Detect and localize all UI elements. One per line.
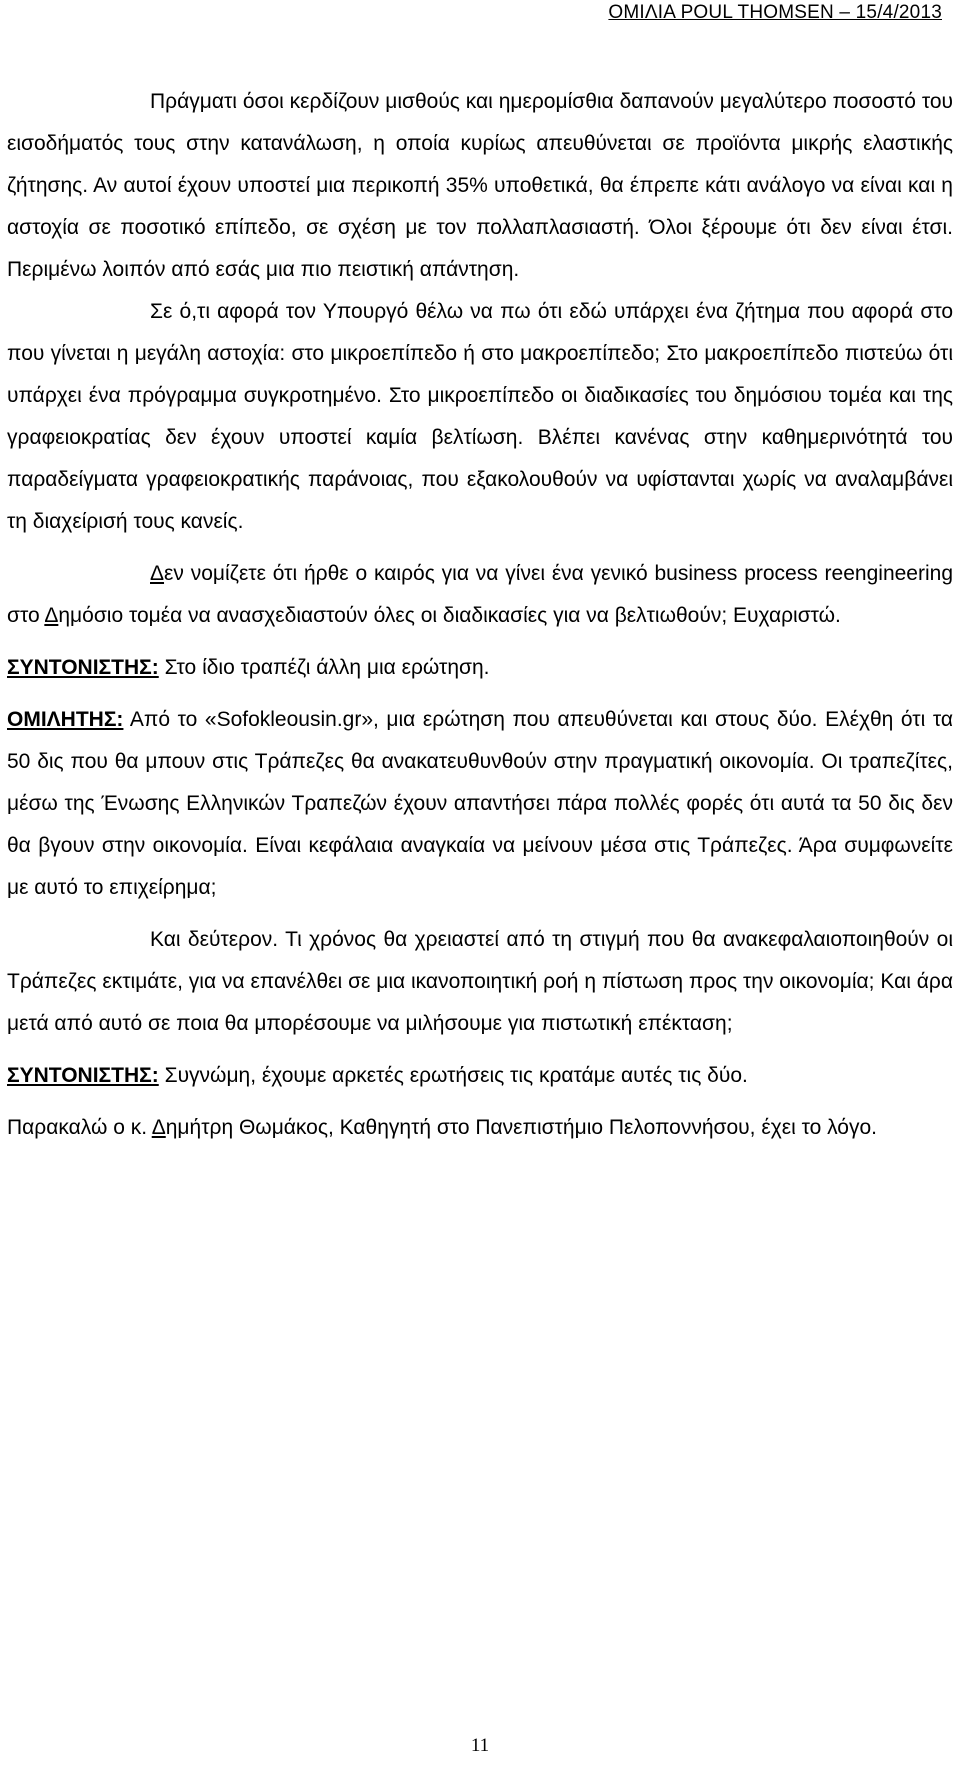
moderator-text: Στο ίδιο τραπέζι άλλη μια ερώτηση. bbox=[158, 656, 490, 679]
paragraph-next-speaker bbox=[7, 1107, 953, 1149]
paragraph-minister: Σε ό,τι αφορά τον Υπουργό θέλω να πω ότι εδώ υπάρχει ένα ζήτημα που αφορά στο που γίνεται η μεγάλη αστοχία: στο μικροεπίπεδο ή στο μακροεπίπεδο; Στο μακροεπίπεδο πιστεύω ότι υπάρχει ένα πρόγραμμα συγκροτημένο. Στο μικροεπίπεδο οι διαδικασίες του δημόσιου τομέα και της γραφειοκρατίας δεν έχουν υποστεί καμία βελτίωση. Βλέπει κανένας στην καθημερινότητά του παραδείγματα γραφειοκρατικής παράνοιας, που εξακολουθούν να υφίστανται χωρίς να αναλαμβάνει τη διαχείρισή τους κανείς. bbox=[7, 300, 953, 533]
underlined-letter: Δ bbox=[44, 604, 59, 627]
speaker-text: Από το «Sofokleousin.gr», μια ερώτηση που απευθύνεται και στους δύο. Ελέχθη ότι τα 50 δις που θα μπουν στις Τράπεζες θα ανακατευθυνθούν στην πραγματική οικονομία. Οι τραπεζίτες, μέσω της Ένωσης Ελληνικών Τραπεζών έχουν απαντήσει πάρα πολλές φορές ότι αυτά τα 50 δις δεν θα βγουν στην οικονομία. Είναι κεφάλαια αναγκαία να μείνουν μέσα στις Τράπεζες. Άρα συμφωνείτε με αυτό το επιχείρημα; bbox=[7, 708, 953, 899]
paragraph-wages: Πράγματι όσοι κερδίζουν μισθούς και ημερομίσθια δαπανούν μεγαλύτερο ποσοστό του εισοδήματός τους στην κατανάλωση, η οποία κυρίως απευθύνεται σε προϊόντα μικρής ελαστικής ζήτησης. Αν αυτοί έχουν υποστεί μια περικοπή 35% υποθετικά, θα έπρεπε κάτι ανάλογο να είναι και η αστοχία σε ποσοτικό επίπεδο, σε σχέση με τον πολλαπλασιαστή. Όλοι ξέρουμε ότι δεν είναι έτσι. Περιμένω λοιπόν από εσάς μια πιο πειστική απάντηση. bbox=[7, 90, 953, 281]
moderator-text: Συγνώμη, έχουμε αρκετές ερωτήσεις τις κρατάμε αυτές τις δύο. bbox=[158, 1064, 748, 1087]
paragraph-text: ημόσιο τομέα να ανασχεδιαστούν όλες οι διαδικασίες για να βελτιωθούν; Ευχαριστώ. bbox=[58, 604, 841, 627]
page-header: ΟΜΙΛΙΑ POUL THOMSEN – 15/4/2013 bbox=[608, 2, 942, 23]
underlined-letter: Δ bbox=[151, 1116, 166, 1139]
moderator-label: ΣΥΝΤΟΝΙΣΤΗΣ: bbox=[7, 656, 159, 679]
document-body bbox=[7, 81, 953, 1149]
paragraph-text: Παρακαλώ ο κ. bbox=[7, 1116, 152, 1139]
speaker-label: ΟΜΙΛΗΤΗΣ: bbox=[7, 708, 124, 731]
paragraph-moderator-1 bbox=[7, 647, 953, 689]
paragraph-second-question: Και δεύτερον. Τι χρόνος θα χρειαστεί από τη στιγμή που θα ανακεφαλαιοποιηθούν οι Τράπεζες εκτιμάτε, για να επανέλθει σε μια ικανοποιητική ροή η πίστωση προς την οικονομία; Και άρα μετά από αυτό σε ποια θα μπορέσουμε να μιλήσουμε για πιστωτική επέκταση; bbox=[7, 928, 953, 1035]
paragraph-reengineering bbox=[7, 553, 953, 637]
paragraph-text: ημήτρη Θωμάκος, Καθηγητή στο Πανεπιστήμιο Πελοποννήσου, έχει το λόγο. bbox=[165, 1116, 877, 1139]
paragraph-speaker-question bbox=[7, 699, 953, 909]
underlined-letter: Δ bbox=[150, 562, 165, 585]
page-number: 11 bbox=[470, 1735, 490, 1756]
paragraph-text: εν νομίζετε ότι ήρθε ο καιρός για να γίνει ένα γενικό business process reengineering στο bbox=[7, 562, 953, 627]
moderator-label: ΣΥΝΤΟΝΙΣΤΗΣ: bbox=[7, 1064, 159, 1087]
paragraph-moderator-2 bbox=[7, 1055, 953, 1097]
